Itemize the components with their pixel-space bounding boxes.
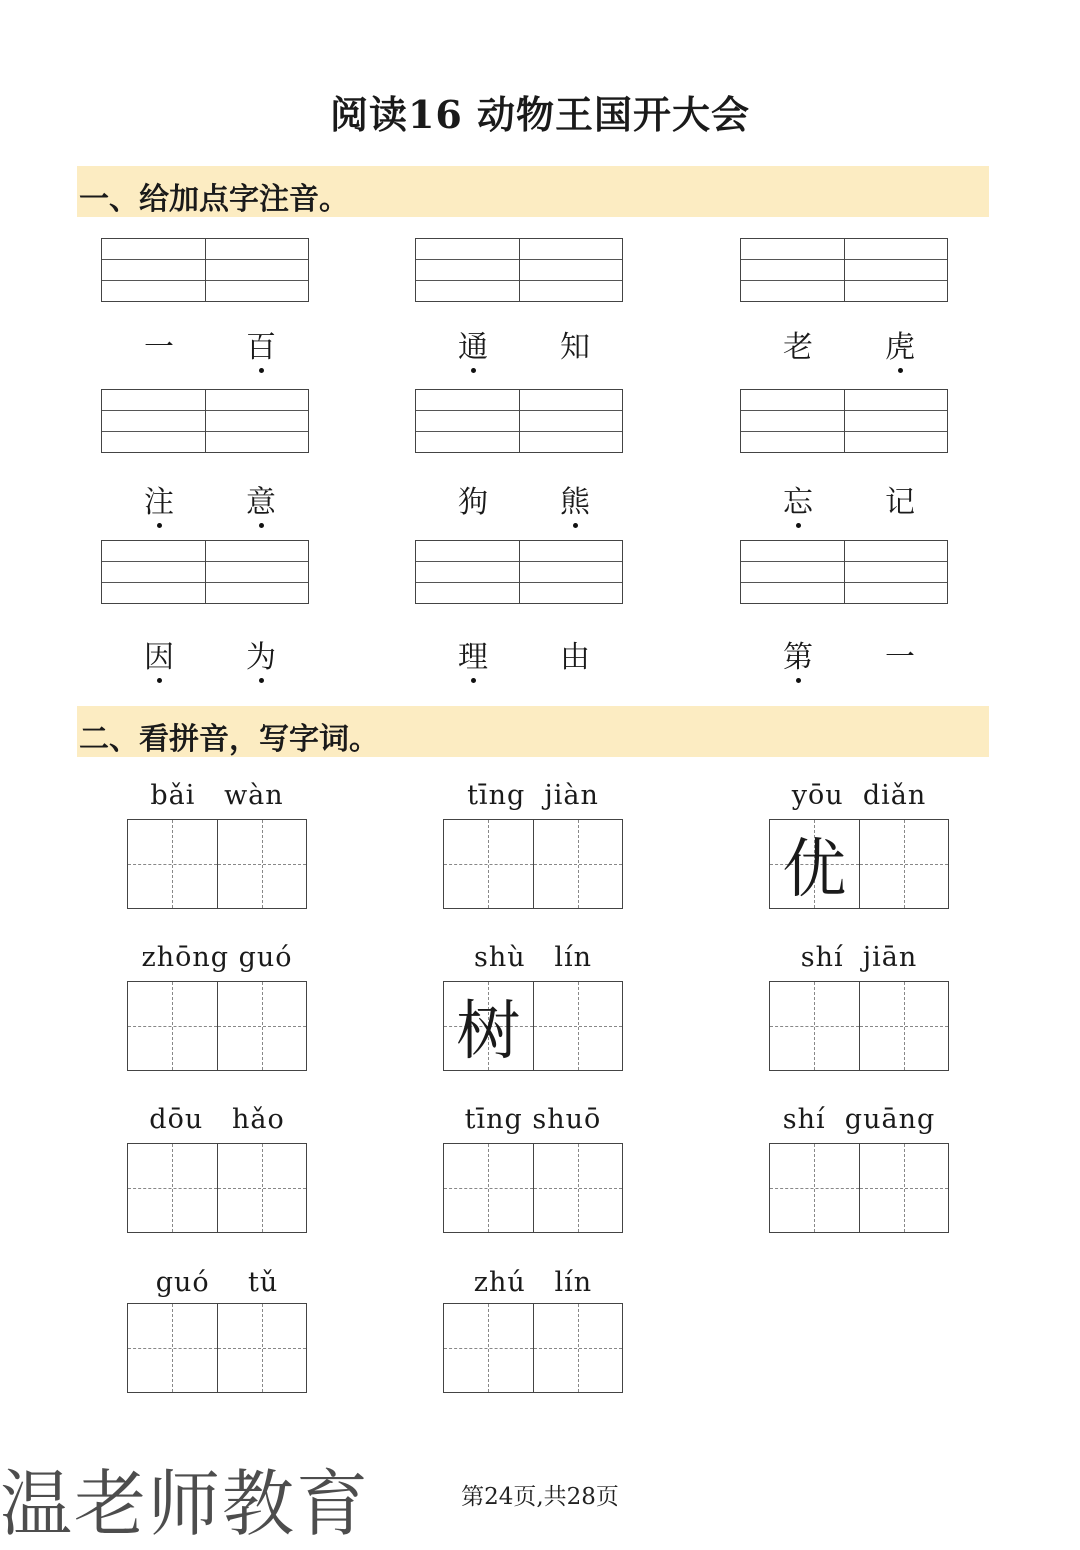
vocab-character: 理 xyxy=(453,632,493,676)
vocab-character: 熊 xyxy=(555,477,595,521)
tianzige-cell[interactable] xyxy=(770,820,859,908)
pinyin-prompt: shù lín xyxy=(473,942,593,973)
section-2-header xyxy=(77,706,989,757)
pinyin-answer-box[interactable] xyxy=(101,389,309,453)
tianzige-grid[interactable] xyxy=(769,981,949,1071)
pinyin-prompt: zhōng guó xyxy=(141,942,293,973)
pinyin-answer-box[interactable] xyxy=(740,540,948,604)
tianzige-grid[interactable] xyxy=(443,1303,623,1393)
tianzige-grid[interactable] xyxy=(769,1143,949,1233)
vocab-character: 通 xyxy=(453,322,493,366)
tianzige-cell[interactable] xyxy=(770,982,859,1070)
emphasis-dot xyxy=(157,523,162,528)
tianzige-cell[interactable] xyxy=(859,982,949,1070)
handwritten-answer: 树 xyxy=(456,995,521,1069)
tianzige-grid[interactable] xyxy=(127,981,307,1071)
section-1-header xyxy=(77,166,989,217)
emphasis-dot xyxy=(796,523,801,528)
tianzige-cell[interactable] xyxy=(444,1304,533,1392)
tianzige-cell[interactable] xyxy=(128,1304,217,1392)
tianzige-cell[interactable] xyxy=(217,1144,307,1232)
tianzige-cell[interactable] xyxy=(770,1144,859,1232)
tianzige-cell[interactable] xyxy=(533,820,623,908)
vocab-character: 由 xyxy=(560,640,590,675)
handwritten-answer: 优 xyxy=(782,833,847,907)
tianzige-cell[interactable] xyxy=(217,1304,307,1392)
emphasis-dot xyxy=(471,678,476,683)
tianzige-cell[interactable] xyxy=(444,820,533,908)
vocab-character: 因 xyxy=(139,632,179,676)
vocab-character: 狗 xyxy=(458,485,488,520)
section-2-heading: 二、看拼音，写字词。 xyxy=(79,722,379,757)
vocab-character: 一 xyxy=(885,640,915,675)
emphasis-dot xyxy=(573,523,578,528)
tianzige-grid[interactable] xyxy=(443,981,623,1071)
emphasis-dot xyxy=(898,368,903,373)
pinyin-answer-box[interactable] xyxy=(740,389,948,453)
page-title: 阅读16 动物王国开大会 xyxy=(329,92,751,137)
tianzige-cell[interactable] xyxy=(217,820,307,908)
pinyin-answer-box[interactable] xyxy=(101,540,309,604)
pinyin-prompt: guó tǔ xyxy=(155,1267,279,1298)
pinyin-answer-box[interactable] xyxy=(740,238,948,302)
pinyin-prompt: tīng shuō xyxy=(464,1104,602,1135)
section-1-heading: 一、给加点字注音。 xyxy=(79,182,349,217)
vocab-character: 第 xyxy=(778,632,818,676)
pinyin-answer-box[interactable] xyxy=(415,540,623,604)
tianzige-cell[interactable] xyxy=(533,1304,623,1392)
emphasis-dot xyxy=(259,368,264,373)
pinyin-answer-box[interactable] xyxy=(415,238,623,302)
tianzige-grid[interactable] xyxy=(443,819,623,909)
vocab-character: 记 xyxy=(885,485,915,520)
tianzige-cell[interactable] xyxy=(533,982,623,1070)
pinyin-prompt: shí jiān xyxy=(800,942,918,973)
tianzige-cell[interactable] xyxy=(859,820,949,908)
page-number: 第24页,共28页 xyxy=(461,1484,619,1510)
tianzige-cell[interactable] xyxy=(128,982,217,1070)
tianzige-cell[interactable] xyxy=(444,1144,533,1232)
tianzige-cell[interactable] xyxy=(859,1144,949,1232)
vocab-character: 虎 xyxy=(880,322,920,366)
vocab-character: 注 xyxy=(139,477,179,521)
emphasis-dot xyxy=(471,368,476,373)
tianzige-cell[interactable] xyxy=(128,820,217,908)
vocab-character: 为 xyxy=(241,632,281,676)
pinyin-prompt: bǎi wàn xyxy=(150,780,284,811)
emphasis-dot xyxy=(157,678,162,683)
vocab-character: 一 xyxy=(144,330,174,365)
emphasis-dot xyxy=(259,678,264,683)
brand-watermark: 温老师教育 xyxy=(0,1462,371,1546)
tianzige-grid[interactable] xyxy=(127,1143,307,1233)
tianzige-cell[interactable] xyxy=(533,1144,623,1232)
tianzige-cell[interactable] xyxy=(444,982,533,1070)
tianzige-cell[interactable] xyxy=(217,982,307,1070)
tianzige-grid[interactable] xyxy=(769,819,949,909)
pinyin-prompt: yōu diǎn xyxy=(791,780,927,811)
pinyin-prompt: zhú lín xyxy=(473,1267,593,1298)
vocab-character: 百 xyxy=(241,322,281,366)
pinyin-prompt: tīng jiàn xyxy=(467,780,599,811)
vocab-character: 知 xyxy=(560,330,590,365)
pinyin-answer-box[interactable] xyxy=(415,389,623,453)
tianzige-cell[interactable] xyxy=(128,1144,217,1232)
emphasis-dot xyxy=(259,523,264,528)
pinyin-prompt: dōu hǎo xyxy=(149,1104,285,1135)
tianzige-grid[interactable] xyxy=(127,1303,307,1393)
vocab-character: 忘 xyxy=(778,477,818,521)
emphasis-dot xyxy=(796,678,801,683)
pinyin-prompt: shí guāng xyxy=(782,1104,936,1135)
tianzige-grid[interactable] xyxy=(127,819,307,909)
vocab-character: 意 xyxy=(241,477,281,521)
tianzige-grid[interactable] xyxy=(443,1143,623,1233)
vocab-character: 老 xyxy=(783,330,813,365)
pinyin-answer-box[interactable] xyxy=(101,238,309,302)
